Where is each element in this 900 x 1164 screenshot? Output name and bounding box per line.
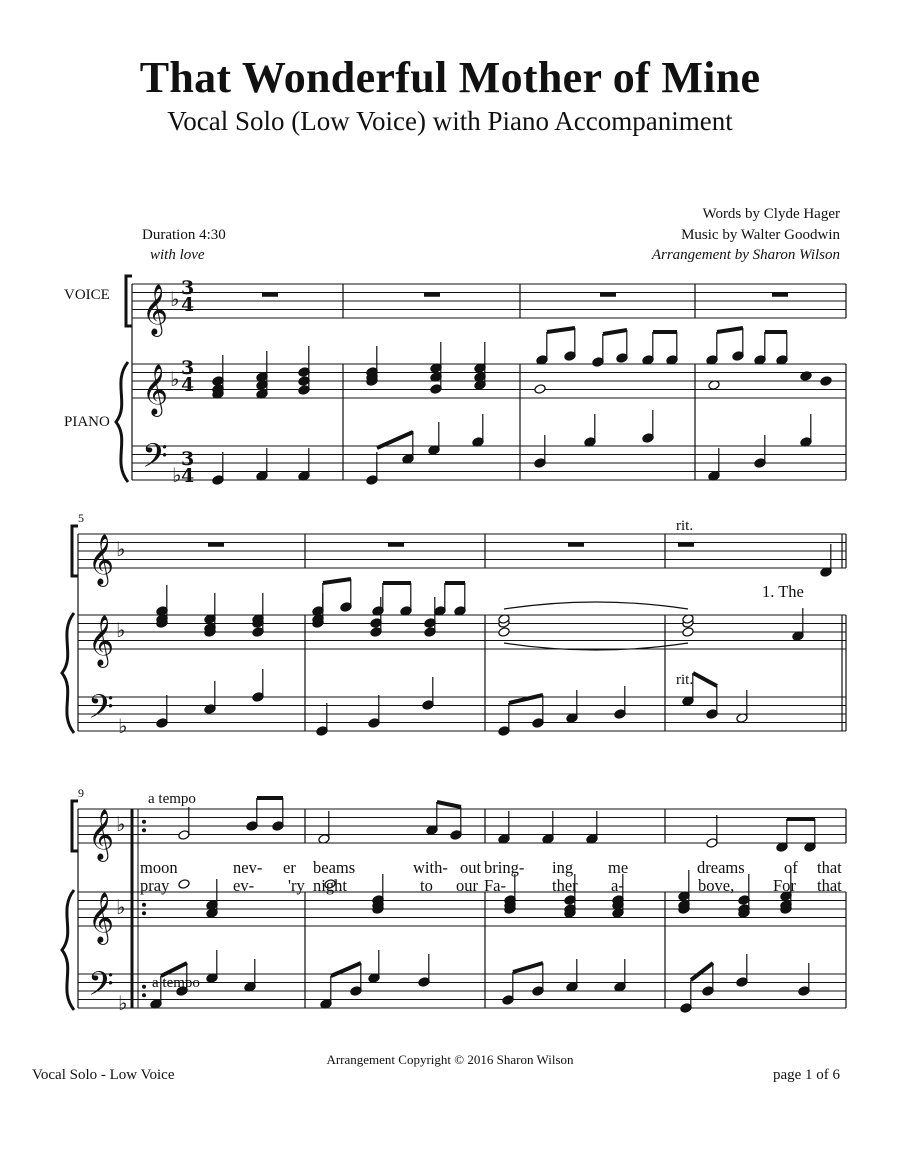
treble-clef-icon: 𝄞	[88, 809, 115, 860]
lyric-syllable: ing	[552, 858, 574, 877]
beam	[717, 328, 743, 332]
notehead	[498, 627, 510, 638]
flat-key-signature: ♭	[172, 463, 182, 487]
lyric-syllable: a-	[611, 876, 624, 895]
treble-clef-icon: 𝄞	[142, 364, 169, 415]
voice-bracket	[72, 801, 78, 851]
arranger-credit: Arrangement by Sharon Wilson	[651, 247, 840, 263]
time-sig-treble-top: 3	[181, 357, 195, 379]
lyricist-credit: Words by Clyde Hager	[702, 206, 840, 222]
whole-rest-icon	[568, 543, 584, 547]
copyright-notice: Arrangement Copyright © 2016 Sharon Wilson	[326, 1052, 574, 1067]
lyric-syllable: that	[817, 858, 842, 877]
lyric-syllable: moon	[140, 858, 178, 877]
lyric-syllable: night	[313, 876, 347, 895]
time-sig-voice-bottom: 4	[181, 294, 195, 316]
lyric-syllable: with-	[413, 858, 448, 877]
lyric-syllable: 'ry	[288, 876, 305, 895]
repeat-dot	[142, 985, 146, 989]
beam	[691, 963, 713, 980]
flat-key-signature: ♭	[116, 812, 126, 836]
flat-key-signature: ♭	[170, 287, 180, 311]
piano-brace	[62, 890, 74, 1010]
measure-number-5: 5	[78, 511, 84, 525]
bass-clef-icon: 𝄢	[88, 688, 114, 735]
flat-key-signature: ♭	[116, 895, 126, 919]
treble-clef-icon: 𝄞	[88, 534, 115, 585]
bass-clef-icon: 𝄢	[88, 965, 114, 1012]
piano-brace	[116, 362, 128, 482]
beam	[323, 579, 351, 583]
whole-rest-icon	[678, 543, 694, 547]
flat-key-signature: ♭	[170, 367, 180, 391]
notehead	[820, 376, 832, 387]
lyric-syllable: er	[283, 858, 296, 877]
treble-clef-icon: 𝄞	[88, 615, 115, 666]
a-tempo-voice: a tempo	[148, 791, 196, 807]
rit-marking-voice: rit.	[676, 518, 694, 534]
lyric-syllable: me	[608, 858, 629, 877]
lyric-syllable: beams	[313, 858, 356, 877]
repeat-dot	[142, 828, 146, 832]
flat-key-signature: ♭	[116, 537, 126, 561]
beam	[693, 673, 717, 686]
lyric-syllable: to	[420, 876, 433, 895]
notes	[150, 328, 832, 1013]
whole-rest-icon	[262, 293, 278, 297]
beam	[513, 963, 543, 972]
whole-rest-icon	[424, 293, 440, 297]
bass-clef-icon: 𝄢	[142, 437, 168, 484]
lyric-syllable: nev-	[233, 858, 263, 877]
whole-rest-icon	[600, 293, 616, 297]
beam	[437, 802, 461, 807]
duration-label: Duration 4:30	[142, 227, 226, 243]
tie	[504, 602, 688, 609]
whole-rest-icon	[208, 543, 224, 547]
repeat-dot	[142, 820, 146, 824]
page-number: page 1 of 6	[772, 1067, 840, 1083]
time-sig-treble-bottom: 4	[181, 374, 195, 396]
composer-credit: Music by Walter Goodwin	[681, 227, 840, 243]
notehead	[178, 879, 190, 890]
beam	[603, 330, 627, 334]
notehead	[682, 627, 694, 638]
page-title: That Wonderful Mother of Mine	[139, 53, 761, 102]
a-tempo-piano: a tempo	[152, 975, 200, 991]
time-sig-bass-top: 3	[181, 448, 195, 470]
time-sig-voice-top: 3	[181, 277, 195, 299]
pickup-lyric: 1. The	[762, 582, 804, 601]
voice-part-label: VOICE	[64, 287, 110, 303]
lyric-syllable: out	[460, 858, 482, 877]
flat-key-signature: ♭	[118, 991, 128, 1015]
beam	[509, 695, 543, 703]
lyric-syllable: bring-	[484, 858, 525, 877]
footer-left: Vocal Solo - Low Voice	[32, 1067, 175, 1083]
lyric-syllable: that	[817, 876, 842, 895]
treble-clef-icon: 𝄞	[88, 892, 115, 943]
lyric-syllable: dreams	[697, 858, 745, 877]
lyric-syllable: our	[456, 876, 478, 895]
lyric-syllable: bove,	[698, 876, 735, 895]
rit-marking-piano: rit.	[676, 672, 694, 688]
repeat-dot	[142, 911, 146, 915]
repeat-dot	[142, 993, 146, 997]
page-subtitle: Vocal Solo (Low Voice) with Piano Accompaniment	[167, 106, 733, 136]
measure-number-9: 9	[78, 786, 84, 800]
expression-marking: with love	[150, 247, 205, 263]
voice-bracket	[126, 276, 132, 326]
lyric-syllable: pray	[140, 876, 170, 895]
lyric-syllable: ev-	[233, 876, 255, 895]
lyric-syllable: ther	[552, 876, 578, 895]
lyric-syllable: For	[773, 876, 796, 895]
lyric-syllable: Fa-	[484, 876, 506, 895]
flat-key-signature: ♭	[118, 714, 128, 738]
piano-part-label: PIANO	[64, 414, 110, 430]
whole-rest-icon	[772, 293, 788, 297]
flat-key-signature: ♭	[116, 618, 126, 642]
notehead	[534, 384, 546, 395]
time-signatures	[181, 277, 194, 487]
time-sig-bass-bottom: 4	[181, 465, 195, 487]
voice-bracket	[72, 526, 78, 576]
repeat-dot	[142, 903, 146, 907]
treble-clef-icon: 𝄞	[142, 284, 169, 335]
lyric-syllable: of	[784, 858, 798, 877]
piano-brace	[62, 613, 74, 733]
whole-rest-icon	[388, 543, 404, 547]
beam	[547, 328, 575, 332]
